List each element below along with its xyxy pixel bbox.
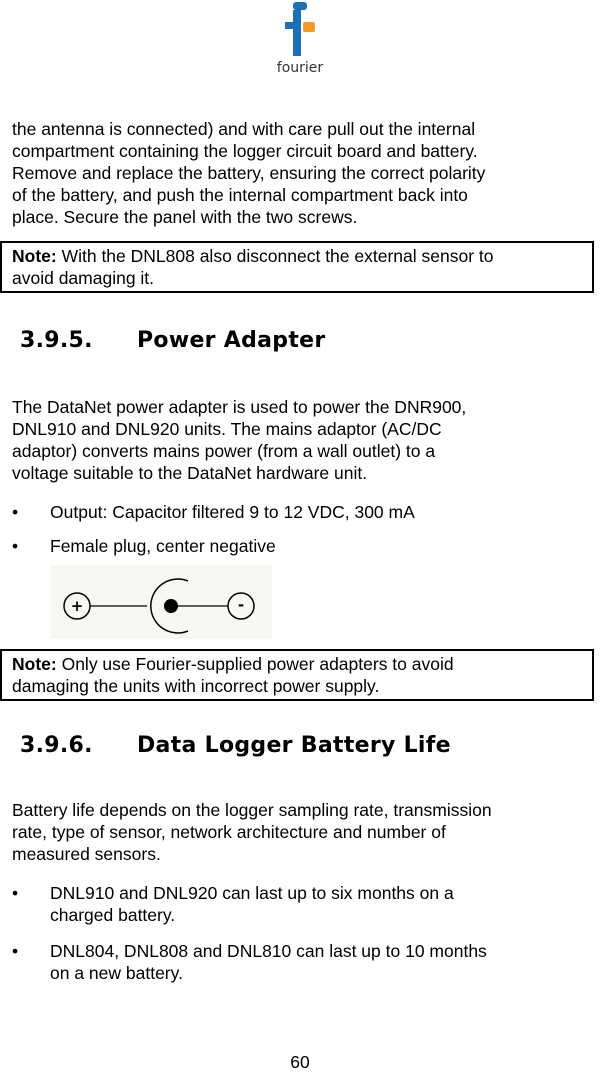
minus-sign: - — [237, 596, 245, 614]
text-line: the antenna is connected) and with care pull out the internal — [12, 119, 476, 139]
section-number: 3.9.6. — [20, 733, 93, 758]
logo-text: fourier — [276, 60, 324, 76]
bullet-icon: • — [12, 502, 19, 522]
section-title: Power Adapter — [137, 328, 326, 353]
bullet-icon: • — [12, 536, 19, 556]
bullet-text: Output: Capacitor filtered 9 to 12 VDC, 300 mA — [50, 502, 415, 522]
plus-sign: + — [70, 597, 84, 615]
text-line: measured sensors. — [12, 844, 161, 864]
battery-life-paragraph — [12, 799, 492, 865]
fourier-logo — [270, 2, 330, 78]
text-line: Battery life depends on the logger sampling rate, transmission — [12, 800, 492, 820]
note-text: damaging the units with incorrect power supply. — [12, 676, 380, 696]
power-adapter-paragraph — [12, 396, 466, 484]
page-number: 60 — [290, 1052, 310, 1072]
section-title: Data Logger Battery Life — [137, 733, 451, 758]
bullet-text — [50, 882, 590, 926]
bullet-text — [50, 940, 590, 984]
section-number: 3.9.5. — [20, 328, 93, 353]
note-text: With the DNL808 also disconnect the external sensor to — [56, 246, 494, 266]
text-line: compartment containing the logger circuit board and battery. — [12, 141, 478, 161]
text-line: Remove and replace the battery, ensuring the correct polarity — [12, 163, 486, 183]
note-label: Note: — [12, 654, 57, 674]
bullet-text: Female plug, center negative — [50, 536, 276, 556]
fourier-logo-icon — [270, 2, 330, 60]
text-line: on a new battery. — [50, 963, 183, 983]
text-line: adaptor) converts mains power (from a wall outlet) to a — [12, 441, 436, 461]
text-line: The DataNet power adapter is used to power the DNR900, — [12, 397, 467, 417]
bullet-icon: • — [12, 883, 19, 903]
section-heading-battery-life — [20, 733, 451, 758]
text-line: rate, type of sensor, network architecture and number of — [12, 822, 446, 842]
note-label: Note: — [12, 246, 57, 266]
center-negative-polarity-icon — [50, 565, 272, 639]
note-box-disconnect-sensor — [0, 241, 594, 293]
note-text: avoid damaging it. — [12, 268, 155, 288]
polarity-diagram — [50, 565, 272, 639]
intro-paragraph — [12, 118, 485, 228]
note-text: Only use Fourier-supplied power adapters to avoid — [56, 654, 454, 674]
text-line: voltage suitable to the DataNet hardware unit. — [12, 463, 368, 483]
text-line: DNL804, DNL808 and DNL810 can last up to 10 months — [50, 941, 487, 961]
text-line: DNL910 and DNL920 can last up to six months on a — [50, 883, 454, 903]
note-box-use-fourier-adapters — [0, 649, 594, 701]
text-line: DNL910 and DNL920 units. The mains adaptor (AC/DC — [12, 419, 442, 439]
section-heading-power-adapter — [20, 328, 326, 353]
text-line: of the battery, and push the internal compartment back into — [12, 185, 468, 205]
bullet-icon: • — [12, 941, 19, 961]
text-line: place. Secure the panel with the two screws. — [12, 207, 358, 227]
text-line: charged battery. — [50, 905, 176, 925]
